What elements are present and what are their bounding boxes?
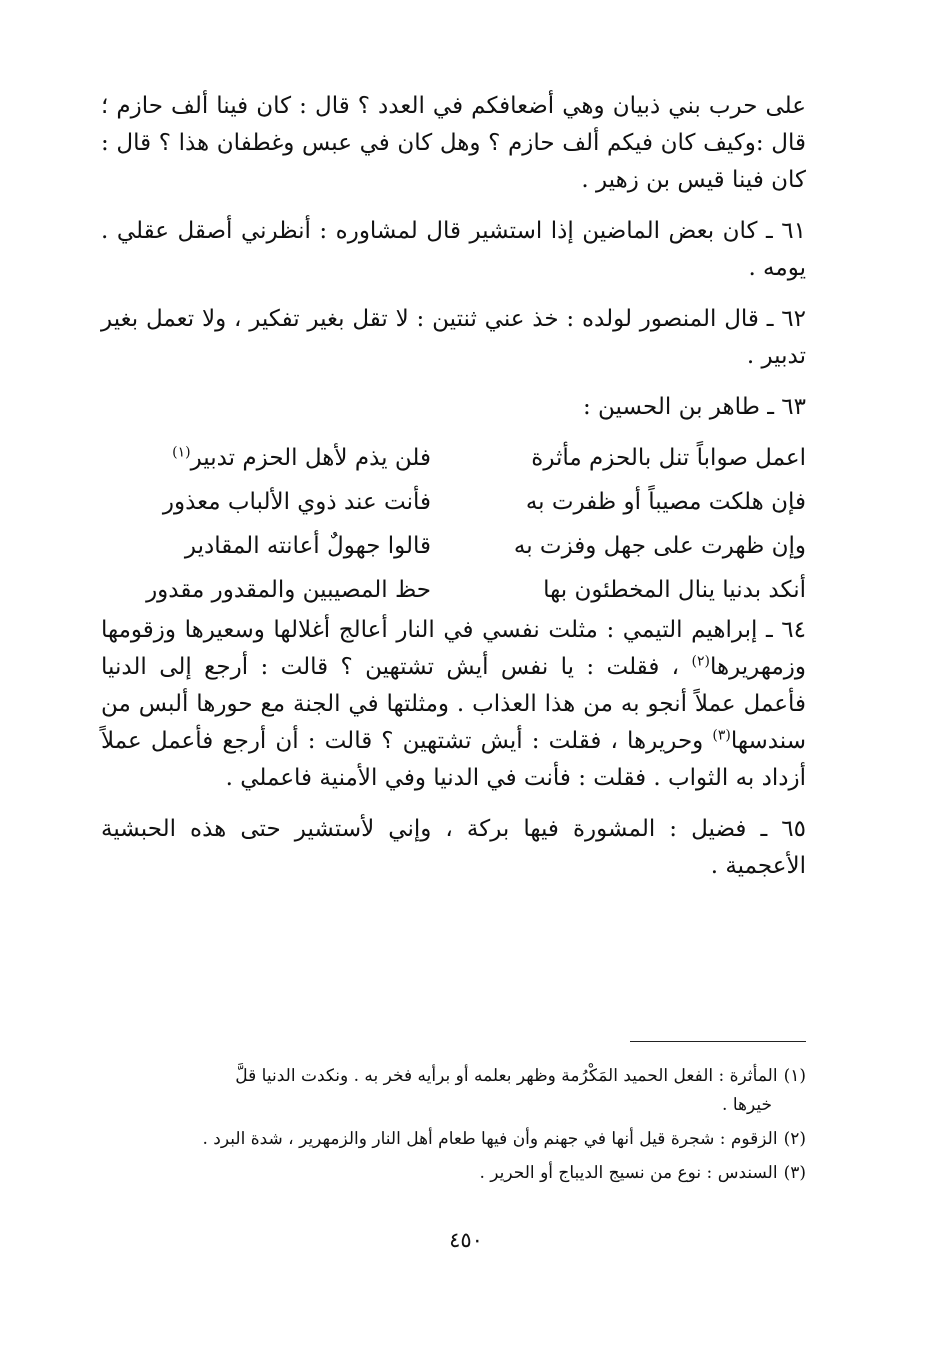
poem [101, 436, 806, 612]
p64-text-part2: ، فقلت : يا نفس أيش تشتهين ؟ قالت : أرجع إلى الدنيا فأعمل عملاً أنجو به من هذا العذاب . ومثلتها في الجنة مع حورها ألبس من سندسها [101, 654, 806, 754]
footnote-text: الزقوم : شجرة قيل أنها في جهنم وأن فيها طعام أهل النار والزمهرير ، شدة البرد . [202, 1129, 778, 1149]
poem-verse [101, 480, 806, 524]
verse-second-hemistich: فأنت عند ذوي الألباب معذور [162, 489, 431, 515]
footnote-number: (٣) [783, 1163, 806, 1183]
footnote-ref-3: (٣) [712, 727, 731, 744]
footnote-ref-2: (٢) [691, 653, 710, 670]
verse-first-hemistich: وإن ظهرت على جهل وفزت به [513, 533, 806, 559]
paragraph-64 [101, 612, 806, 797]
footnote-item [101, 1125, 806, 1154]
verse-second-hemistich [101, 436, 431, 480]
footnote-number: (١) [783, 1066, 806, 1086]
page-number: ٤٥٠ [449, 1228, 483, 1252]
poem-verse [101, 436, 806, 480]
paragraph-61: ٦١ ـ كان بعض الماضين إذا استشير قال لمشاوره : أنظرني أصقل عقلي . يومه . [101, 218, 806, 281]
footnote-ref-1: (١) [172, 444, 191, 461]
footnote-item [101, 1159, 806, 1188]
verse-first-hemistich: اعمل صواباً تنل بالحزم مأثرة [531, 445, 806, 471]
footnote-item [101, 1062, 806, 1120]
paragraph-65: ٦٥ ـ فضيل : المشورة فيها بركة ، وإني لأستشير حتى هذه الحبشية الأعجمية . [101, 816, 806, 879]
verse-second-text: فلن يذم لأهل الحزم تدبير [190, 445, 431, 471]
paragraph-63-heading: ٦٣ ـ طاهر بن الحسين : [582, 394, 806, 420]
verse-first-hemistich: فإن هلكت مصيباً أو ظفرت به [525, 489, 806, 515]
footnote-separator [630, 1041, 806, 1042]
main-text [101, 88, 806, 899]
verse-first-hemistich: أنكد بدنيا ينال المخطئون بها [543, 577, 806, 603]
poem-verse [101, 568, 806, 612]
footnote-text: السندس : نوع من نسيج الديباج أو الحرير . [479, 1163, 778, 1183]
verse-second-hemistich: قالوا جهولٌ أعانته المقادير [184, 533, 431, 559]
p64-text-part3: وحريرها ، فقلت : أيش تشتهين ؟ قالت : أن أرجع فأعمل عملاً أزداد به الثواب . فقلت : فأنت في الدنيا وفي الأمنية فاعملي . [101, 728, 806, 791]
footnotes [101, 1062, 806, 1193]
paragraph-intro: على حرب بني ذبيان وهي أضعافكم في العدد ؟ قال : كان فينا ألف حازم ؛ قال :وكيف كان فيكم ألف حازم ؟ وهل كان في عبس وغطفان هذا ؟ قال : كان فينا قيس بن زهير . [101, 93, 806, 193]
p64-text-part1: ٦٤ ـ إبراهيم التيمي : مثلت نفسي في النار أعالج أغلالها وسعيرها وزقومها وزمهريرها [101, 617, 806, 680]
verse-second-hemistich: حظ المصيبين والمقدور مقدور [146, 577, 431, 603]
paragraph-62: ٦٢ ـ قال المنصور لولده : خذ عني ثنتين : لا تقل بغير تفكير ، ولا تعمل بغير تدبير . [101, 306, 806, 369]
footnote-text: المأثرة : الفعل الحميد المَكْرُمة وظهر بعلمه أو برأيه فخر به . ونكدت الدنيا قلَّ [235, 1066, 778, 1086]
poem-verse [101, 524, 806, 568]
footnote-continuation: خيرها . [722, 1095, 772, 1115]
footnote-number: (٢) [783, 1129, 806, 1149]
